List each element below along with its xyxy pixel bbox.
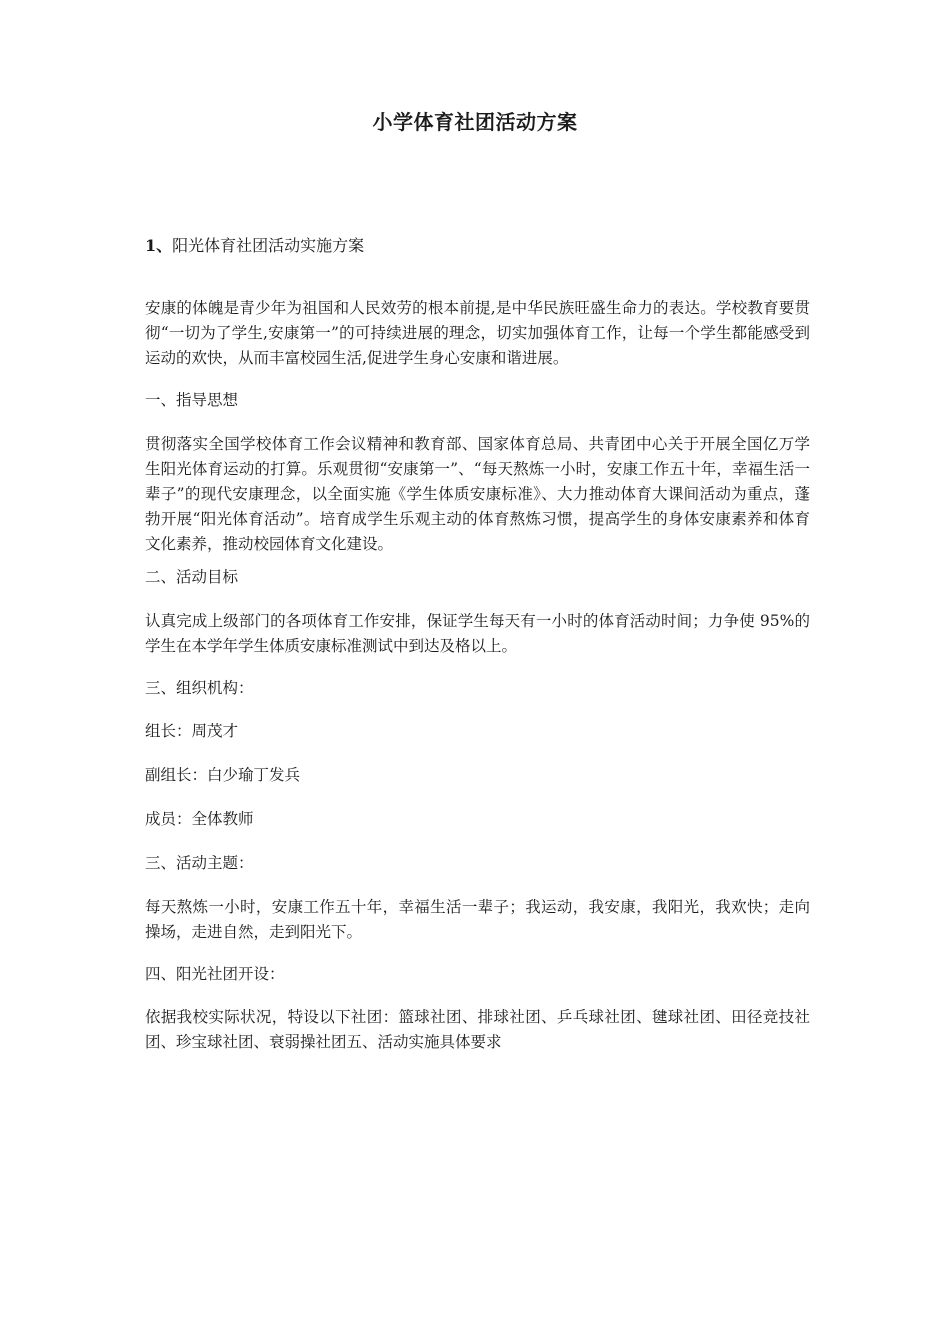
theme-heading-block: [145, 851, 810, 876]
clubs-heading: 四、阳光社团开设：: [145, 965, 285, 983]
intro-paragraph: 安康的体魄是青少年为祖国和人民效劳的根本前提,是中华民族旺盛生命力的表达。学校教育要贯彻“一切为了学生,安康第一”的可持续进展的理念，切实加强体育工作，让每一个学生都能感受到运动的欢快，从而丰富校园生活,促进学生身心安康和谐进展。: [145, 299, 810, 367]
section-title: [145, 233, 364, 256]
goal-paragraph: 认真完成上级部门的各项体育工作安排，保证学生每天有一小时的体育活动时间；力争使 95%的学生在本学年学生体质安康标准测试中到达及格以上。: [145, 612, 810, 655]
clubs-heading-block: [145, 962, 810, 987]
clubs-paragraph: 依据我校实际状况，特设以下社团：篮球社团、排球社团、乒乓球社团、毽球社团、田径竞技社团、珍宝球社团、衰弱操社团五、活动实施具体要求: [145, 1008, 810, 1051]
members-line: 成员：全体教师: [145, 810, 254, 828]
leader-block: [145, 719, 810, 744]
goal-heading-block: [145, 565, 810, 590]
clubs-text-block: [145, 1005, 810, 1055]
guiding-paragraph: 贯彻落实全国学校体育工作会议精神和教育部、国家体育总局、共青团中心关于开展全国亿万学生阳光体育运动的打算。乐观贯彻“安康第一”、“每天熬炼一小时，安康工作五十年，幸福生活一辈子”的现代安康理念，以全面实施《学生体质安康标准》、大力推动体育大课间活动为重点，蓬勃开展“阳光体育活动”。培育成学生乐观主动的体育熬炼习惯，提高学生的身体安康素养和体育文化素养，推动校园体育文化建设。: [145, 435, 810, 553]
document-title: 小学体育社团活动方案: [372, 110, 578, 134]
theme-heading: 三、活动主题：: [145, 854, 254, 872]
org-heading-block: [145, 676, 810, 701]
section-title-text: 阳光体育社团活动实施方案: [172, 236, 365, 255]
goal-text-block: [145, 609, 810, 659]
org-heading: 三、组织机构：: [145, 679, 254, 697]
intro-block: [145, 296, 810, 371]
vice-leader-block: [145, 763, 810, 788]
theme-text-block: [145, 895, 810, 945]
vice-leader-line: 副组长：白少瑜丁发兵: [145, 766, 301, 784]
section-number: 1、: [145, 236, 173, 255]
theme-paragraph: 每天熬炼一小时，安康工作五十年，幸福生活一辈子；我运动，我安康，我阳光，我欢快；走向操场，走进自然，走到阳光下。: [145, 898, 810, 941]
goal-heading: 二、活动目标: [145, 568, 239, 586]
members-block: [145, 807, 810, 832]
guiding-heading: 一、指导思想: [145, 391, 239, 409]
guiding-heading-block: [145, 388, 810, 413]
guiding-text-block: [145, 432, 810, 557]
leader-line: 组长：周茂才: [145, 722, 239, 740]
